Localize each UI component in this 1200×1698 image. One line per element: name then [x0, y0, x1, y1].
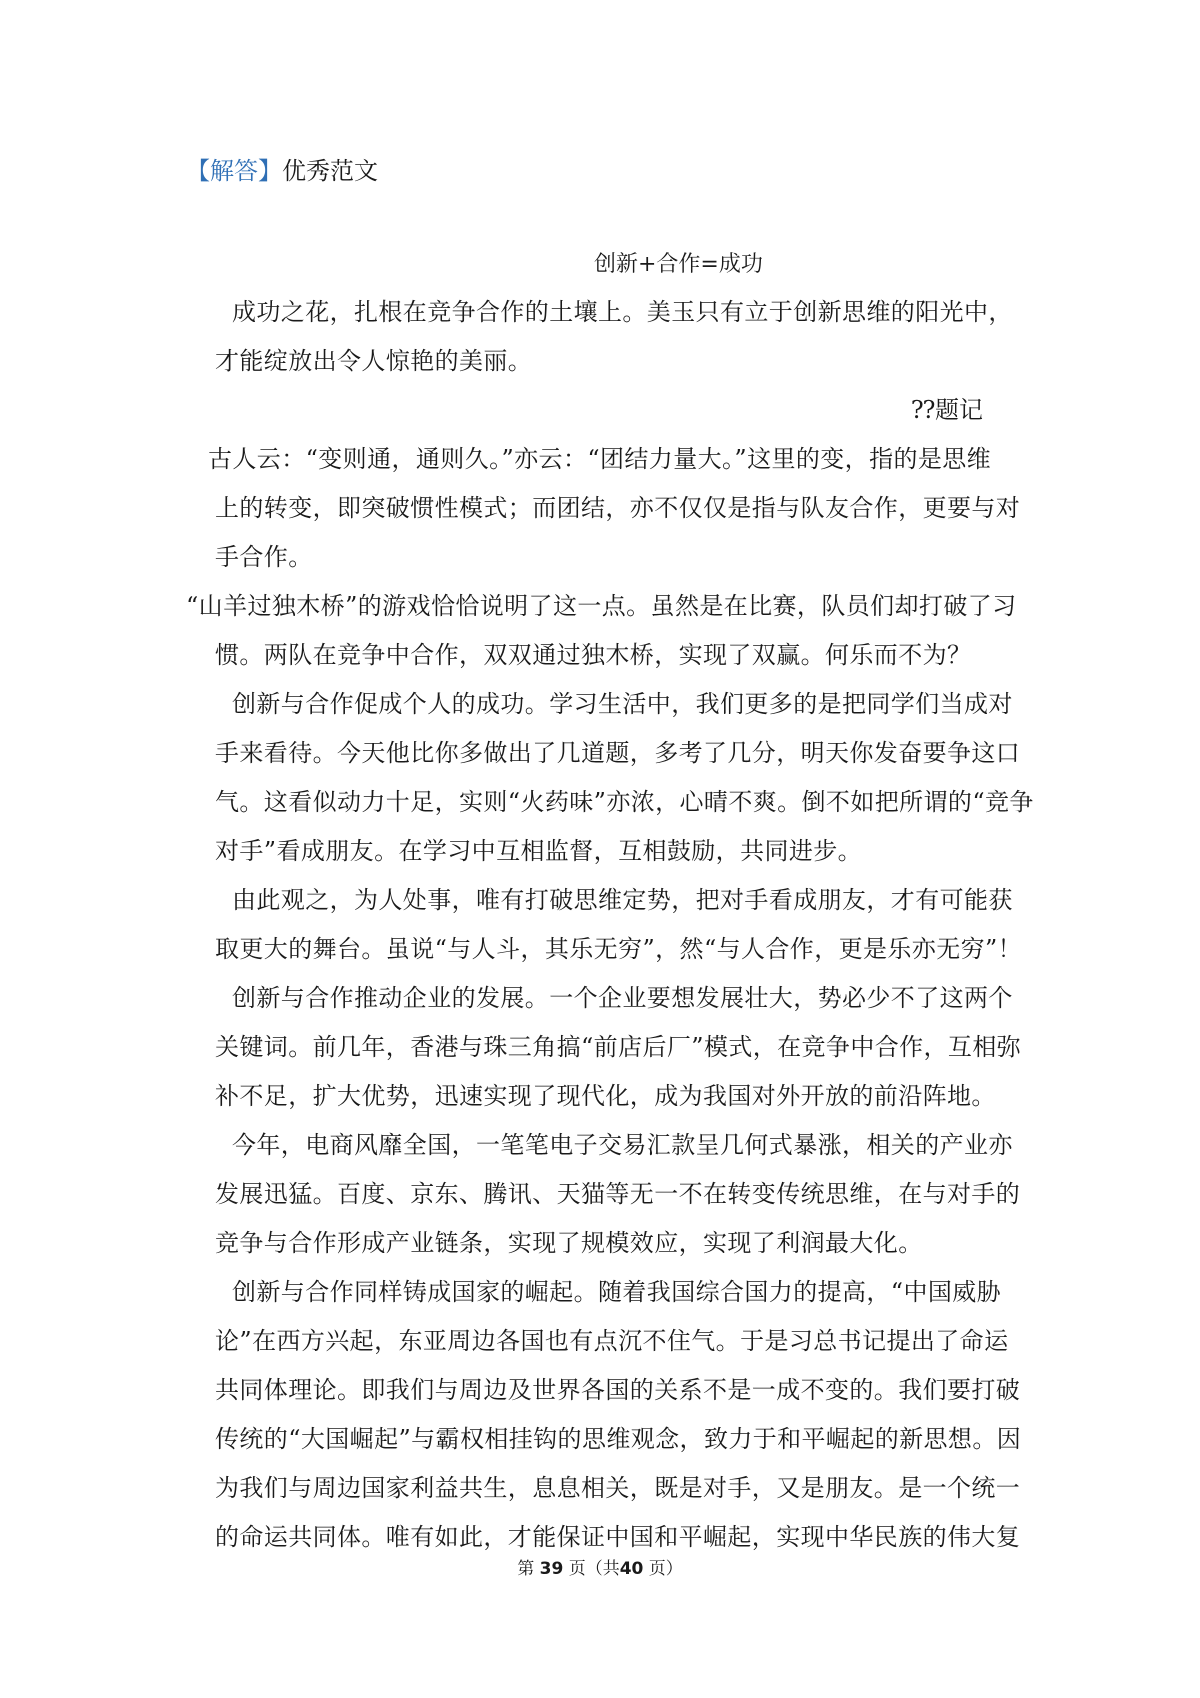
essay-line: 上的转变，即突破惯性模式；而团结，亦不仅仅是指与队友合作，更要与对	[215, 494, 1021, 522]
epigraph-line: 才能绽放出令人惊艳的美丽。	[215, 347, 533, 375]
footer-middle: 页（共	[568, 1559, 620, 1579]
epigraph-note: ⁇题记	[911, 396, 983, 424]
epigraph-line: 成功之花，扎根在竞争合作的土壤上。美玉只有立于创新思维的阳光中，	[232, 298, 1013, 326]
footer-prefix: 第	[517, 1559, 535, 1579]
essay-line: 取更大的舞台。虽说“与人斗，其乐无穷”，然“与人合作，更是乐亦无穷”！	[215, 935, 1023, 963]
essay-line: 关键词。前几年，香港与珠三角搞“前店后厂”模式，在竞争中合作，互相弥	[215, 1033, 1022, 1061]
essay-line: 手来看待。今天他比你多做出了几道题，多考了几分，明天你发奋要争这口	[215, 739, 1021, 767]
essay-line: 传统的“大国崛起”与霸权相挂钩的思维观念，致力于和平崛起的新思想。因	[215, 1425, 1022, 1453]
answer-tag: 【解答】	[186, 157, 282, 185]
essay-line: 惯。两队在竞争中合作，双双通过独木桥，实现了双赢。何乐而不为？	[215, 641, 972, 669]
essay-line: 气。这看似动力十足，实则“火药味”亦浓，心晴不爽。倒不如把所谓的“竞争	[215, 788, 1034, 816]
page-total: 40	[619, 1559, 644, 1579]
essay-line: 为我们与周边国家利益共生，息息相关，既是对手，又是朋友。是一个统一	[215, 1474, 1021, 1502]
page-number: 39	[539, 1559, 564, 1579]
essay-line: “山羊过独木桥”的游戏恰恰说明了这一点。虽然是在比赛，队员们却打破了习	[186, 592, 1017, 620]
essay-line: 由此观之，为人处事，唯有打破思维定势，把对手看成朋友，才有可能获	[232, 886, 1013, 914]
essay-line: 发展迅猛。百度、京东、腾讯、天猫等无一不在转变传统思维，在与对手的	[215, 1180, 1021, 1208]
essay-line: 创新与合作同样铸成国家的崛起。随着我国综合国力的提高，“中国威胁	[232, 1278, 1002, 1306]
essay-line: 补不足，扩大优势，迅速实现了现代化，成为我国对外开放的前沿阵地。	[215, 1082, 996, 1110]
essay-line: 古人云：“变则通，通则久。”亦云：“团结力量大。”这里的变，指的是思维	[208, 445, 992, 473]
essay-line: 创新与合作促成个人的成功。学习生活中，我们更多的是把同学们当成对	[232, 690, 1013, 718]
essay-line: 对手”看成朋友。在学习中互相监督，互相鼓励，共同进步。	[215, 837, 863, 865]
essay-line: 的命运共同体。唯有如此，才能保证中国和平崛起，实现中华民族的伟大复	[215, 1523, 1021, 1551]
essay-line: 论”在西方兴起，东亚周边各国也有点沉不住气。于是习总书记提出了命运	[215, 1327, 1009, 1355]
essay-title: 创新+合作=成功	[594, 252, 763, 277]
essay-line: 共同体理论。即我们与周边及世界各国的关系不是一成不变的。我们要打破	[215, 1376, 1021, 1404]
essay-line: 手合作。	[215, 543, 313, 571]
answer-heading	[186, 153, 378, 189]
essay-line: 创新与合作推动企业的发展。一个企业要想发展壮大，势必少不了这两个	[232, 984, 1013, 1012]
essay-line: 竞争与合作形成产业链条，实现了规模效应，实现了利润最大化。	[215, 1229, 923, 1257]
answer-label: 优秀范文	[282, 157, 378, 185]
page-footer	[0, 1557, 1200, 1581]
essay-line: 今年，电商风靡全国，一笔笔电子交易汇款呈几何式暴涨，相关的产业亦	[232, 1131, 1013, 1159]
footer-suffix: 页）	[648, 1559, 683, 1579]
